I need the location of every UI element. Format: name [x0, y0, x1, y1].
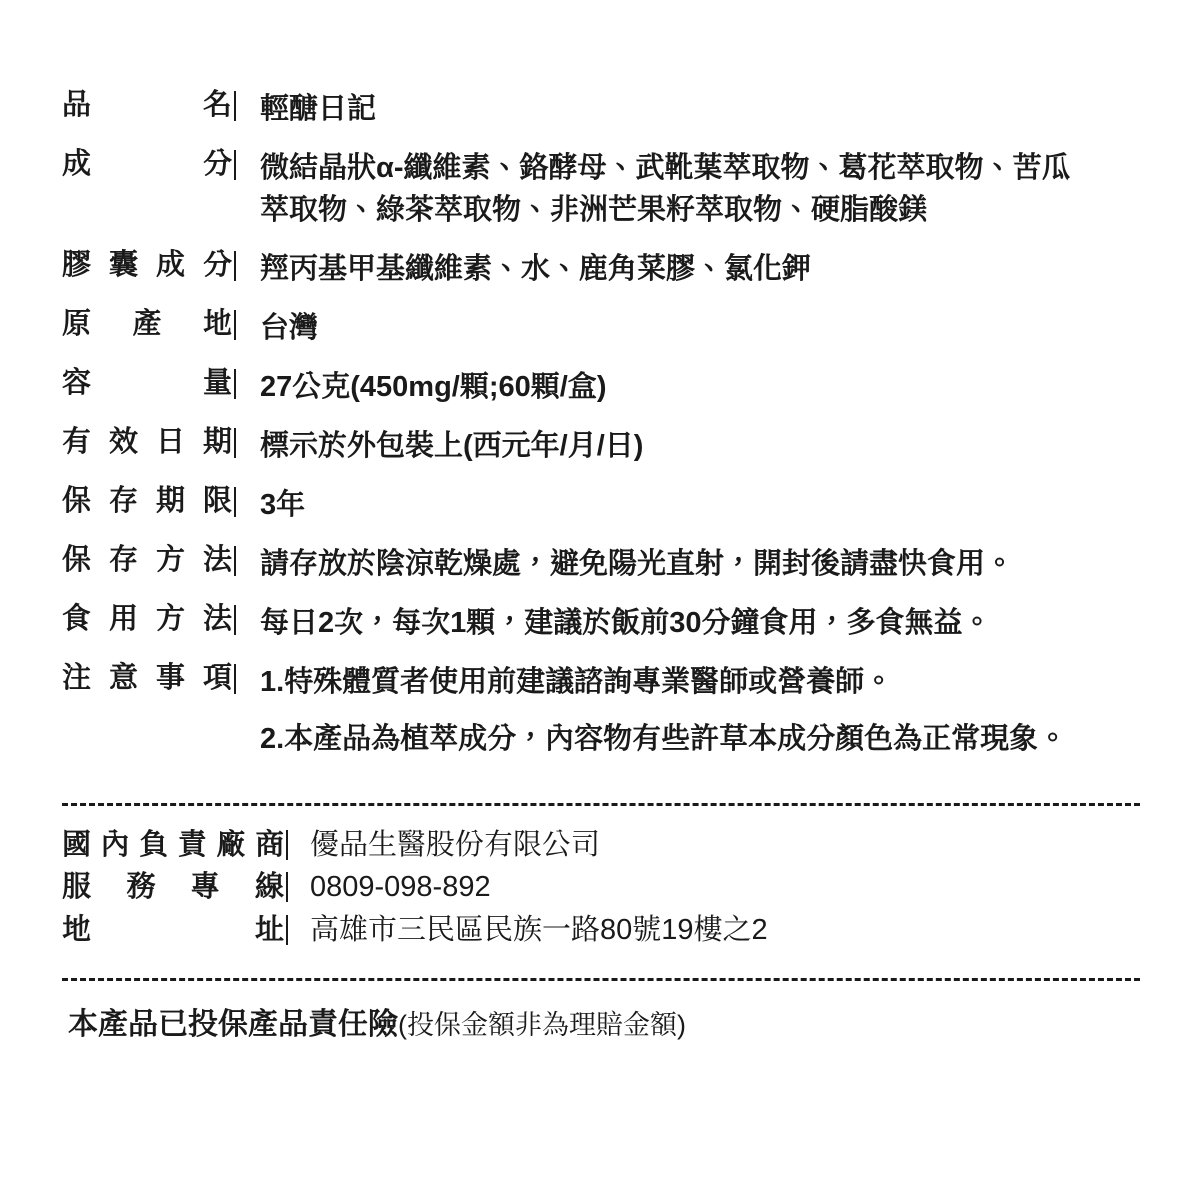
spec-value-cell	[250, 543, 1140, 602]
insurance-statement	[62, 1005, 1140, 1045]
insurance-statement-note: (投保金額非為理賠金額)	[398, 1009, 686, 1040]
vertical-bar-divider	[234, 150, 236, 180]
company-label-cell	[62, 913, 286, 956]
spec-label-cell	[62, 307, 234, 366]
company-label-cell	[62, 870, 286, 913]
spec-value-line: 1.特殊體質者使用前建議諮詢專業醫師或營養師。	[260, 666, 894, 699]
table-row	[62, 147, 1140, 248]
spec-label-char: 注	[62, 662, 92, 695]
table-row	[62, 913, 1140, 956]
spec-rows	[62, 88, 1140, 777]
spec-value-cell	[250, 307, 1140, 366]
spec-value-line: 3年	[260, 489, 306, 522]
spec-separator-cell	[234, 147, 250, 248]
spec-separator-cell	[234, 366, 250, 425]
company-label-char: 專	[190, 871, 220, 904]
spec-label-char: 存	[108, 544, 138, 577]
spec-label-char: 法	[202, 544, 232, 577]
table-row	[62, 543, 1140, 602]
spec-label-char: 意	[108, 662, 138, 695]
spec-separator-cell	[234, 484, 250, 543]
spec-value-cell	[250, 602, 1140, 661]
spec-value-line: 標示於外包裝上(西元年/月/日)	[260, 430, 644, 463]
company-info-table	[62, 828, 1140, 956]
spec-label-char: 效	[108, 426, 138, 459]
spec-label-cell	[62, 543, 234, 602]
vertical-bar-divider	[234, 369, 236, 399]
company-separator-cell	[286, 870, 300, 913]
vertical-bar-divider	[286, 915, 288, 945]
spec-label-char: 分	[202, 148, 232, 181]
company-address: 高雄市三民區民族一路80號19樓之2	[310, 914, 768, 947]
spec-value-cell	[250, 484, 1140, 543]
vertical-bar-divider	[234, 251, 236, 281]
company-label-char: 國	[62, 828, 92, 861]
spec-label-char: 有	[62, 426, 92, 459]
company-separator-cell	[286, 913, 300, 956]
spec-label-char: 囊	[108, 249, 138, 282]
company-label-char: 地	[62, 914, 92, 947]
spec-value-cell	[250, 366, 1140, 425]
spec-value-line: 輕醣日記	[260, 93, 377, 125]
spec-label-char: 原	[62, 308, 92, 341]
vertical-bar-divider	[234, 310, 236, 340]
company-separator-cell	[286, 828, 300, 871]
spec-label-char: 項	[202, 662, 232, 695]
spec-label-char: 地	[202, 308, 232, 341]
spec-value-line: 微結晶狀α-纖維素、鉻酵母、武靴葉萃取物、葛花萃取物、苦瓜	[260, 152, 1071, 185]
company-label-char: 內	[100, 828, 130, 861]
spec-label-char: 食	[62, 603, 92, 636]
spec-label-char: 分	[202, 249, 232, 282]
company-label-char: 責	[177, 828, 207, 861]
spec-value-line: 羥丙基甲基纖維素、水、鹿角菜膠、氯化鉀	[260, 253, 812, 286]
table-row	[62, 661, 1140, 776]
spec-label-char: 日	[155, 426, 185, 459]
table-row	[62, 88, 1140, 147]
spec-label-char: 方	[155, 544, 185, 577]
company-value-cell: 優品生醫股份有限公司	[310, 828, 601, 861]
spec-label-cell	[62, 248, 234, 307]
spec-label-cell	[62, 88, 234, 147]
service-phone-number[interactable]: 0809-098-892	[310, 871, 491, 904]
dashed-divider-top	[62, 803, 1140, 806]
spec-separator-cell	[234, 248, 250, 307]
spec-label-char: 量	[202, 367, 232, 400]
vertical-bar-divider	[234, 487, 236, 517]
spec-value-line: 萃取物、綠茶萃取物、非洲芒果籽萃取物、硬脂酸鎂	[260, 194, 928, 227]
table-row	[62, 307, 1140, 366]
spec-label-char: 保	[62, 485, 92, 518]
company-label-char: 負	[139, 828, 169, 861]
product-spec-table	[62, 88, 1140, 777]
spec-label-char: 用	[108, 603, 138, 636]
spec-label-cell	[62, 366, 234, 425]
spec-label-char: 限	[202, 485, 232, 518]
spec-separator-cell	[234, 543, 250, 602]
vertical-bar-divider	[234, 605, 236, 635]
spec-label-char: 法	[202, 603, 232, 636]
table-row	[62, 366, 1140, 425]
spec-value-line: 27公克(450mg/顆;60顆/盒)	[260, 371, 607, 404]
spec-value-cell	[250, 425, 1140, 484]
company-rows	[62, 828, 1140, 956]
spec-label-char: 方	[155, 603, 185, 636]
spec-value-cell	[250, 147, 1140, 248]
table-row	[62, 248, 1140, 307]
company-label-char: 線	[254, 871, 284, 904]
vertical-bar-divider	[234, 91, 236, 121]
vertical-bar-divider	[286, 872, 288, 902]
spec-label-char: 存	[108, 485, 138, 518]
spec-label-char: 期	[155, 485, 185, 518]
spec-label-char: 期	[202, 426, 232, 459]
spec-value-cell	[250, 248, 1140, 307]
vertical-bar-divider	[234, 546, 236, 576]
spec-label-cell	[62, 602, 234, 661]
spec-value-line: 請存放於陰涼乾燥處，避免陽光直射，開封後請盡快食用。	[260, 548, 1015, 581]
spec-label-char: 容	[62, 367, 92, 400]
spec-value-line: 台灣	[260, 312, 319, 345]
spec-label-char: 產	[132, 308, 162, 341]
spec-separator-cell	[234, 425, 250, 484]
spec-separator-cell	[234, 661, 250, 776]
insurance-statement-main: 本產品已投保產品責任險	[68, 1007, 398, 1041]
vertical-bar-divider	[234, 664, 236, 694]
spec-separator-cell	[234, 307, 250, 366]
spec-label-char: 成	[155, 249, 185, 282]
table-row	[62, 425, 1140, 484]
spec-label-char: 名	[202, 89, 232, 121]
spec-separator-cell	[234, 88, 250, 147]
spec-value-line: 2.本產品為植萃成分，內容物有些許草本成分顏色為正常現象。	[260, 722, 1068, 755]
table-row	[62, 484, 1140, 543]
spec-label-char: 成	[62, 148, 92, 181]
table-row	[62, 602, 1140, 661]
spec-value-line: 每日2次，每次1顆，建議於飯前30分鐘食用，多食無益。	[260, 607, 992, 640]
spec-label-char: 品	[62, 89, 92, 121]
spec-label-cell	[62, 425, 234, 484]
table-row	[62, 870, 1140, 913]
spec-label-cell	[62, 484, 234, 543]
spec-label-cell	[62, 661, 234, 776]
company-label-char: 址	[254, 914, 284, 947]
spec-label-cell	[62, 147, 234, 248]
company-label-cell	[62, 828, 286, 871]
company-label-char: 服	[62, 871, 92, 904]
company-label-char: 務	[126, 871, 156, 904]
vertical-bar-divider	[286, 830, 288, 860]
company-label-char: 廠	[216, 828, 246, 861]
spec-value-cell	[250, 661, 1140, 776]
spec-label-char: 保	[62, 544, 92, 577]
spec-label-char: 膠	[62, 249, 92, 282]
spec-label-char: 事	[155, 662, 185, 695]
company-label-char: 商	[254, 828, 284, 861]
spec-separator-cell	[234, 602, 250, 661]
dashed-divider-bottom	[62, 978, 1140, 981]
vertical-bar-divider	[234, 428, 236, 458]
table-row	[62, 828, 1140, 871]
spec-value-cell	[250, 88, 1140, 147]
